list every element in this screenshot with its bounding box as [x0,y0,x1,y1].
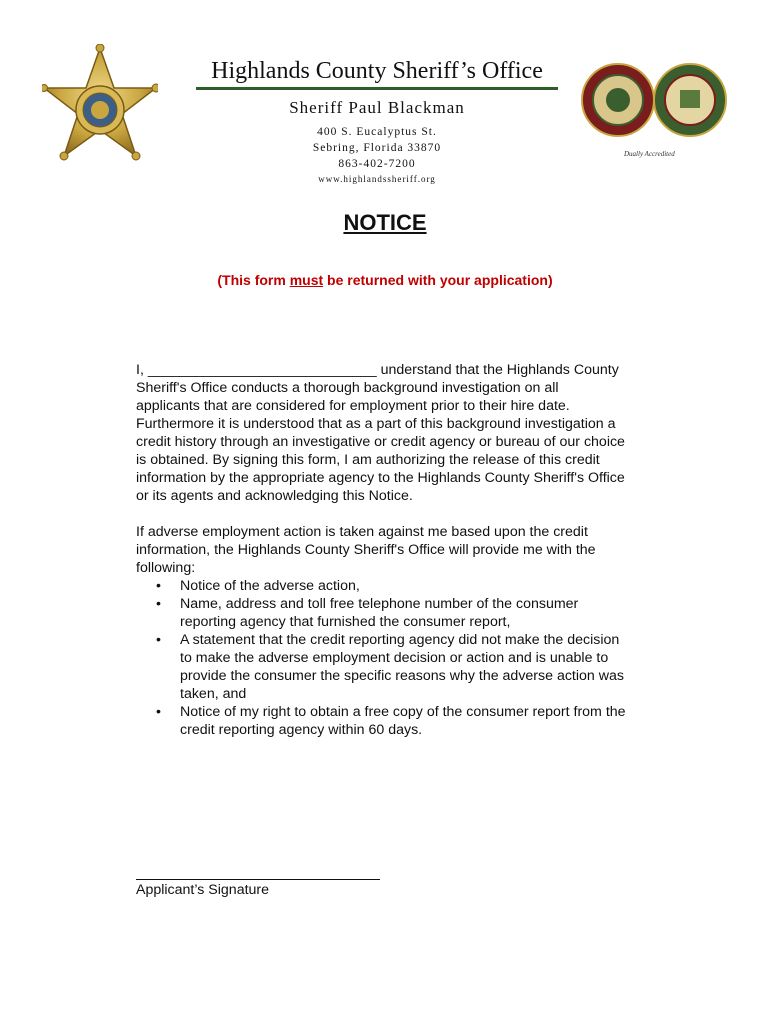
signature-label: Applicant’s Signature [136,882,270,898]
list-item: • A statement that the credit reporting agency did not make the decision to make the adverse employment decision or action and is unable to provide the consumer the specific reasons why the adverse action was taken, and [180,631,626,703]
list-item: • Notice of the adverse action, [180,577,626,595]
subtitle-post: be returned with your application) [323,272,553,288]
subtitle-emphasis: must [289,272,324,288]
notice-subtitle [0,272,770,288]
list-item: • Name, address and toll free telephone number of the consumer reporting agency that furnished the consumer report, [180,595,626,631]
org-name: Highlands County Sheriff’s Office [211,58,543,84]
header-divider [196,87,558,90]
phone-number: 863-402-7200 [338,158,416,170]
letterhead [196,56,558,186]
notice-body [136,361,626,739]
sheriff-star-badge-logo [42,44,158,168]
accreditation-caption: Dually Accredited [624,150,675,158]
authorization-paragraph: I, _____________________________ understand that the Highlands County Sheriff's Office conducts a thorough background investigation on all applicants that are considered for employment prior to their hire date. Furthermore it is understood that as a part of this background investigation a credit history through an investigative or credit agency or bureau of our choice is obtained. By signing this form, I am authorizing the release of this credit information by the appropriate agency to the Highlands County Sheriff's Office or its agents and acknowledging this Notice. [136,362,625,504]
sheriff-name: Sheriff Paul Blackman [289,98,465,117]
subtitle-pre: (This form [217,272,290,288]
signature-line[interactable] [136,867,380,880]
accreditation-seals-logo [576,62,734,138]
adverse-action-list [136,577,626,739]
website: www.highlandssheriff.org [318,174,436,184]
notice-title: NOTICE [343,210,427,235]
adverse-action-paragraph: If adverse employment action is taken against me based upon the credit information, the Highlands County Sheriff's Office will provide me with the following: [136,524,596,576]
list-item: • Notice of my right to obtain a free copy of the consumer report from the credit reporting agency within 60 days. [180,703,626,739]
address-line-1: 400 S. Eucalyptus St. [317,126,437,138]
address-line-2: Sebring, Florida 33870 [312,142,442,154]
